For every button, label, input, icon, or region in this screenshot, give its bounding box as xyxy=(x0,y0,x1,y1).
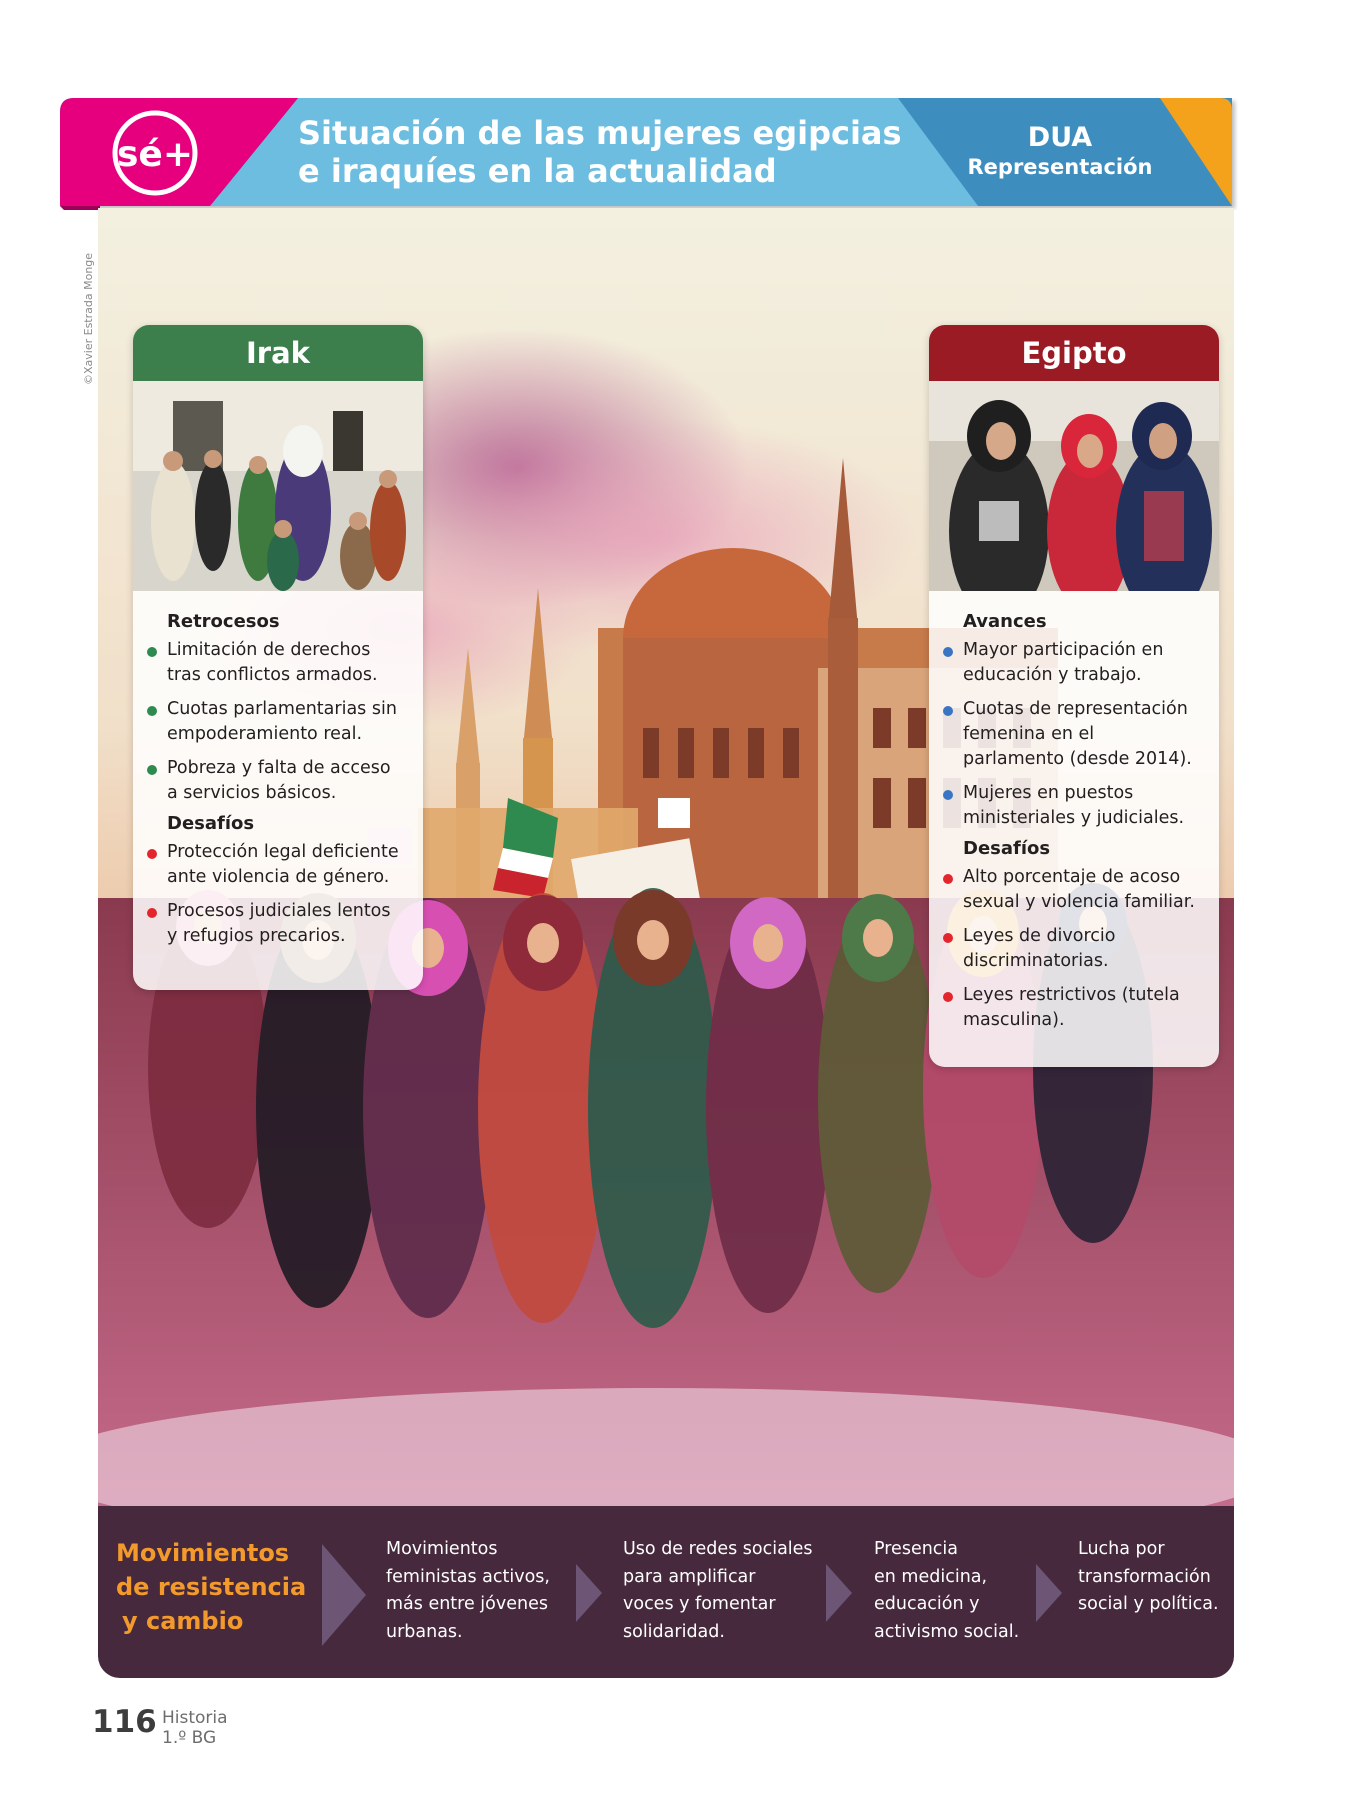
movement-item-line: Presencia xyxy=(874,1539,959,1559)
chevron-right-icon xyxy=(826,1564,852,1622)
page-title xyxy=(298,114,918,190)
movement-item-line: en medicina, xyxy=(874,1566,988,1587)
irak-card xyxy=(133,325,423,990)
list-item: Mayor participación en educación y trabajo. xyxy=(963,638,1199,688)
list-item: Cuotas de representación femenina en el parlamento (desde 2014). xyxy=(963,697,1199,772)
movement-item-line: más entre jóvenes xyxy=(386,1594,548,1614)
list-item: Cuotas parlamentarias sin empoderamiento real. xyxy=(167,697,403,747)
resistance-panel-title xyxy=(116,1536,306,1638)
list-item: Pobreza y falta de acceso a servicios básicos. xyxy=(167,756,403,806)
list-item: Alto porcentaje de acoso sexual y violencia familiar. xyxy=(963,865,1199,915)
irak-card-title: Irak xyxy=(133,325,423,381)
title-line-2: e iraquíes en la actualidad xyxy=(298,152,777,190)
retrocesos-title: Retrocesos xyxy=(167,611,280,632)
dua-subtitle: Representación xyxy=(967,155,1153,179)
irak-photo xyxy=(133,381,423,591)
avances-list xyxy=(963,638,1199,831)
list-item: Limitación de derechos tras conflictos armados. xyxy=(167,638,403,688)
egipto-desafios-list xyxy=(963,865,1199,1033)
header-banner xyxy=(60,98,1238,208)
resistance-panel xyxy=(98,1506,1234,1678)
subject-label xyxy=(162,1708,228,1748)
egipto-desafios-title: Desafíos xyxy=(963,838,1051,859)
movement-item-line: solidaridad. xyxy=(623,1621,725,1642)
panel-title-line: y cambio xyxy=(122,1607,244,1635)
title-line-1: Situación de las mujeres egipcias xyxy=(298,114,902,152)
se-mas-logo xyxy=(108,108,202,198)
chevron-right-icon xyxy=(322,1544,366,1646)
irak-desafios-title: Desafíos xyxy=(167,813,255,834)
movement-item-1 xyxy=(386,1536,550,1646)
movement-item-4 xyxy=(1078,1536,1219,1619)
movement-item-line: urbanas. xyxy=(386,1621,463,1642)
movement-item-line: Uso de redes sociales xyxy=(623,1539,813,1559)
list-item: Leyes restrictivos (tutela masculina). xyxy=(963,983,1199,1033)
dua-title: DUA xyxy=(1027,122,1093,153)
movement-item-line: voces y fomentar xyxy=(623,1594,776,1614)
chevron-right-icon xyxy=(576,1564,602,1622)
avances-title: Avances xyxy=(963,611,1047,632)
egipto-card xyxy=(929,325,1219,1067)
page-number: 116 xyxy=(92,1704,157,1740)
movement-item-line: para amplificar xyxy=(623,1566,756,1587)
svg-text:sé+: sé+ xyxy=(116,134,194,175)
movement-item-line: transformación xyxy=(1078,1566,1211,1587)
dua-tag xyxy=(965,122,1155,180)
retrocesos-list xyxy=(167,638,403,806)
movement-item-line: feministas activos, xyxy=(386,1566,550,1587)
list-item: Mujeres en puestos ministeriales y judiciales. xyxy=(963,781,1199,831)
irak-desafios-list xyxy=(167,840,403,949)
egipto-card-title: Egipto xyxy=(929,325,1219,381)
movement-item-3 xyxy=(874,1536,1019,1646)
photo-credit: ©Xavier Estrada Monge xyxy=(82,252,95,385)
grade-label: 1.º BG xyxy=(162,1728,217,1748)
movement-item-line: activismo social. xyxy=(874,1621,1020,1642)
movement-item-line: educación y xyxy=(874,1594,980,1614)
movement-item-line: Movimientos xyxy=(386,1539,498,1559)
list-item: Procesos judiciales lentos y refugios precarios. xyxy=(167,899,403,949)
panel-title-line: de resistencia xyxy=(116,1573,307,1601)
subject-name: Historia xyxy=(162,1708,228,1728)
movement-item-line: social y política. xyxy=(1078,1594,1219,1614)
chevron-right-icon xyxy=(1036,1564,1062,1622)
movement-item-line: Lucha por xyxy=(1078,1539,1165,1559)
list-item: Leyes de divorcio discriminatorias. xyxy=(963,924,1199,974)
egipto-photo xyxy=(929,381,1219,591)
panel-title-line: Movimientos xyxy=(116,1539,290,1567)
movement-item-2 xyxy=(623,1536,813,1646)
list-item: Protección legal deficiente ante violencia de género. xyxy=(167,840,403,890)
